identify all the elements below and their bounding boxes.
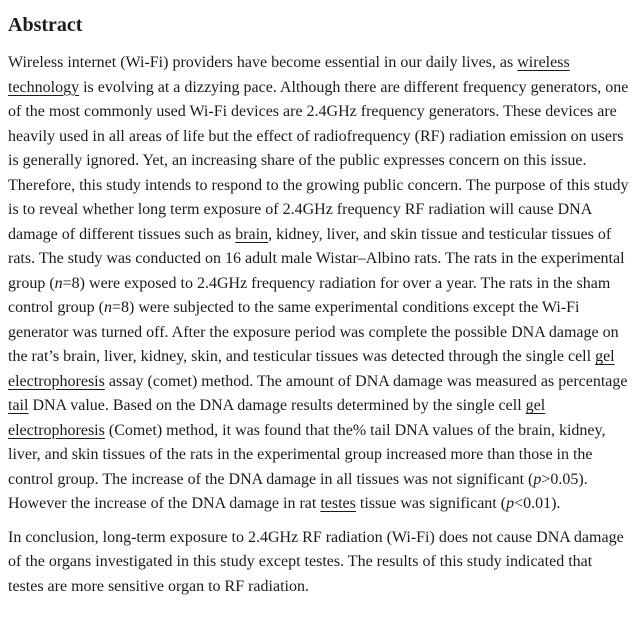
text-run: DNA value. Based on the DNA damage results determined by the single cell — [28, 397, 526, 414]
abstract-paragraph — [8, 51, 629, 517]
text-run: In conclusion, long-term exposure to 2.4GHz RF radiation (Wi-Fi) does not cause DNA damage of the organs investigated in this study except testes. The results of this study indicated that testes are more sensitive organ to RF radiation. — [8, 528, 624, 595]
text-run: Wireless internet (Wi-Fi) providers have become essential in our daily lives, as — [8, 54, 518, 71]
topic-link[interactable]: wireless technology — [8, 54, 570, 96]
italic-variable: p — [506, 495, 515, 512]
abstract-heading: Abstract — [8, 14, 83, 36]
italic-variable: n — [54, 274, 63, 292]
text-run: <0.01). — [514, 495, 561, 512]
text-run: =8) were exposed to 2.4GHz frequency radiation for over a year. The rats in the sham control group ( — [8, 274, 611, 316]
text-run: >0.05). However the increase of the DNA damage in rat — [8, 470, 588, 512]
italic-variable: p — [533, 470, 542, 488]
topic-link[interactable]: testes — [320, 495, 356, 512]
text-run: , kidney, liver, and skin tissue and testicular tissues of rats. The study was conducted on 16 adult male Wistar–Albino rats. The rats in the experimental group ( — [8, 225, 625, 292]
text-run: =8) were subjected to the same experimental conditions except the Wi-Fi generator was turned off. After the exposure period was complete the possible DNA damage on the rat’s brain, liver, kidney, skin, and testicular tissues was detected through the single cell — [8, 299, 619, 365]
text-run: is evolving at a dizzying pace. Although there are different frequency generators, one of the most commonly used Wi-Fi devices are 2.4GHz frequency generators. These devices are heavily used in all areas of life but the effect of radiofrequency (RF) radiation emission on users is generally ignored. Yet, an increasing share of the public expresses concern on this issue. Therefore, this study intends to respond to the growing public concern. The purpose of this study is to reveal whether long term exposure of 2.4GHz frequency RF radiation will cause DNA damage of different tissues such as — [8, 78, 629, 243]
italic-variable: n — [103, 299, 112, 316]
topic-link[interactable]: gel electrophoresis — [8, 397, 546, 439]
abstract-paragraphs — [8, 51, 629, 599]
topic-link[interactable]: brain — [235, 225, 269, 243]
text-run: assay (comet) method. The amount of DNA damage was measured as percentage — [104, 372, 628, 390]
text-run: (Comet) method, it was found that the% tail DNA values of the brain, kidney, liver, and skin tissues of the rats in the experimental group increased more than those in the control group. The increase of the DNA damage in all tissues was not significant ( — [8, 421, 606, 488]
topic-link[interactable]: gel electrophoresis — [8, 348, 615, 390]
text-run: tissue was significant ( — [355, 495, 507, 512]
abstract-paragraph — [8, 526, 629, 600]
topic-link[interactable]: tail — [8, 397, 29, 414]
